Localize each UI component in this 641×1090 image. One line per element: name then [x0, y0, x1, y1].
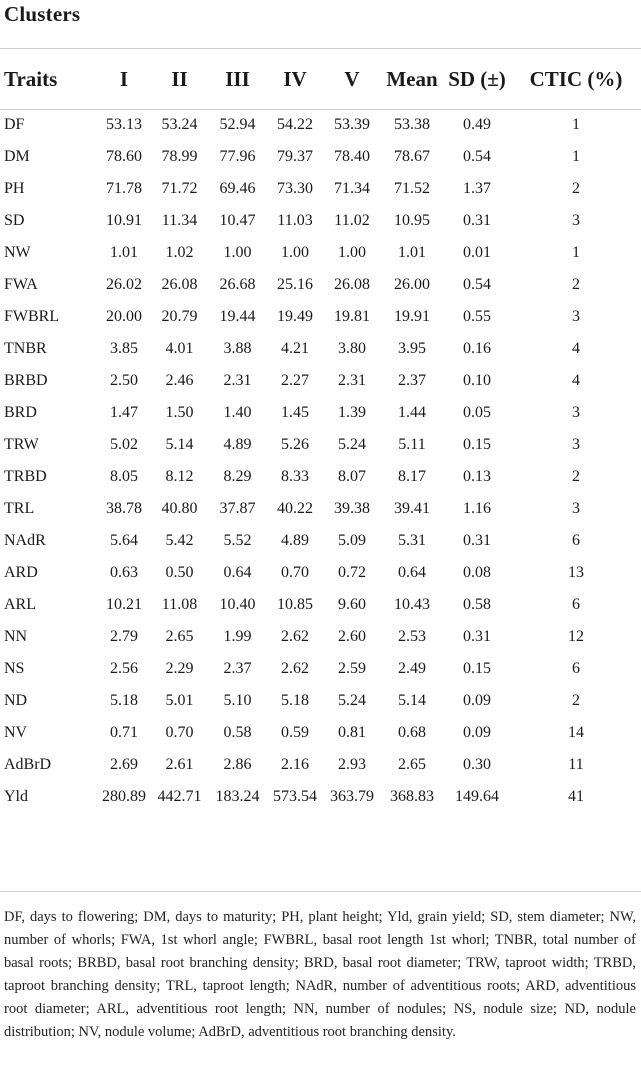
cell-cluster-iii: 10.47	[219, 212, 256, 229]
cell-cluster-ii: 442.71	[157, 788, 202, 805]
cell-trait: NW	[4, 244, 31, 261]
cell-cluster-v: 53.39	[334, 116, 370, 133]
cell-mean: 2.49	[398, 660, 426, 677]
cell-trait: ND	[4, 692, 28, 709]
cell-cluster-iv: 1.00	[281, 244, 309, 261]
cell-cluster-iii: 3.88	[223, 340, 252, 357]
cell-cluster-iii: 1.40	[223, 404, 252, 421]
cell-cluster-ii: 2.29	[165, 660, 194, 677]
cell-cluster-ii: 2.46	[165, 372, 194, 389]
cell-mean: 0.68	[398, 724, 426, 741]
table-row	[0, 333, 641, 365]
cell-cluster-iv: 25.16	[277, 276, 313, 293]
table-row	[0, 557, 641, 589]
cell-mean: 39.41	[394, 500, 430, 517]
cell-mean: 19.91	[394, 308, 430, 325]
cell-cluster-iii: 1.00	[223, 244, 252, 261]
cell-cluster-v: 1.00	[338, 244, 366, 261]
cell-sd: 0.31	[463, 532, 491, 549]
header-cluster-i: I	[119, 66, 129, 91]
cell-cluster-iv: 2.27	[281, 372, 309, 389]
cell-cluster-ii: 4.01	[165, 340, 194, 357]
cell-sd: 0.30	[463, 756, 491, 773]
cell-cluster-v: 19.81	[334, 308, 370, 325]
cell-cluster-v: 2.60	[338, 628, 366, 645]
cell-mean: 368.83	[390, 788, 434, 805]
cell-mean: 71.52	[394, 180, 430, 197]
cell-cluster-iv: 11.03	[277, 212, 313, 229]
cell-cluster-iv: 5.26	[281, 436, 309, 453]
cell-cluster-ii: 71.72	[161, 180, 198, 197]
cell-cluster-v: 8.07	[338, 468, 366, 485]
cell-cluster-ii: 11.08	[161, 596, 198, 613]
cell-trait: NAdR	[4, 532, 46, 549]
cell-cluster-v: 39.38	[334, 500, 370, 517]
cell-cluster-v: 2.31	[338, 372, 366, 389]
cell-ctic: 1	[572, 148, 580, 165]
cell-cluster-ii: 8.12	[165, 468, 194, 485]
cell-cluster-i: 5.02	[110, 436, 138, 453]
cell-ctic: 6	[572, 596, 580, 613]
header-divider	[0, 109, 641, 110]
cell-cluster-ii: 2.65	[165, 628, 194, 645]
header-cluster-iii: III	[225, 66, 250, 91]
cell-trait: AdBrD	[4, 756, 52, 773]
cell-ctic: 2	[572, 276, 580, 293]
cell-cluster-iii: 10.40	[219, 596, 256, 613]
cell-cluster-iii: 2.86	[223, 756, 252, 773]
cell-sd: 0.49	[463, 116, 491, 133]
cell-ctic: 14	[568, 724, 584, 741]
cell-cluster-iii: 8.29	[223, 468, 252, 485]
cell-sd: 0.16	[463, 340, 491, 357]
cell-cluster-ii: 78.99	[161, 148, 198, 165]
cell-cluster-i: 38.78	[106, 500, 142, 517]
cell-cluster-i: 8.05	[110, 468, 138, 485]
cell-mean: 2.65	[398, 756, 426, 773]
cell-cluster-i: 3.85	[110, 340, 138, 357]
cell-cluster-ii: 5.01	[165, 692, 194, 709]
cell-trait: Yld	[4, 788, 28, 805]
cell-sd: 0.15	[463, 436, 491, 453]
cell-cluster-iii: 5.52	[223, 532, 252, 549]
cell-sd: 0.09	[463, 692, 491, 709]
clusters-table	[0, 49, 641, 813]
cell-cluster-iv: 79.37	[277, 148, 313, 165]
cell-cluster-ii: 1.50	[165, 404, 194, 421]
table-row	[0, 301, 641, 333]
cell-trait: SD	[4, 212, 25, 229]
cell-cluster-iii: 4.89	[223, 436, 252, 453]
cell-cluster-v: 71.34	[334, 180, 370, 197]
cell-trait: NV	[4, 724, 28, 741]
cell-ctic: 2	[572, 468, 580, 485]
cell-cluster-i: 5.64	[110, 532, 138, 549]
table-row	[0, 717, 641, 749]
cell-sd: 0.01	[463, 244, 491, 261]
cell-cluster-ii: 0.70	[165, 724, 194, 741]
cell-ctic: 1	[572, 244, 580, 261]
cell-cluster-iii: 2.31	[223, 372, 252, 389]
cell-cluster-iv: 8.33	[281, 468, 309, 485]
cell-cluster-i: 53.13	[106, 116, 142, 133]
table-row	[0, 781, 641, 813]
cell-cluster-v: 363.79	[330, 788, 374, 805]
cell-ctic: 1	[572, 116, 580, 133]
table-row	[0, 685, 641, 717]
cell-cluster-ii: 2.61	[165, 756, 194, 773]
cell-cluster-iii: 0.58	[223, 724, 252, 741]
cell-trait: ARL	[4, 596, 36, 613]
cell-mean: 1.01	[398, 244, 426, 261]
cell-sd: 0.08	[463, 564, 491, 581]
cell-cluster-iv: 2.62	[281, 660, 309, 677]
cell-mean: 3.95	[398, 340, 426, 357]
header-cluster-ii: II	[171, 66, 188, 91]
cell-cluster-v: 78.40	[334, 148, 370, 165]
cell-sd: 0.15	[463, 660, 491, 677]
cell-cluster-i: 1.47	[110, 404, 138, 421]
cell-cluster-ii: 26.08	[161, 276, 198, 293]
cell-trait: NN	[4, 628, 28, 645]
cell-ctic: 4	[572, 372, 580, 389]
cell-cluster-ii: 1.02	[165, 244, 194, 261]
cell-ctic: 12	[568, 628, 584, 645]
cell-ctic: 6	[572, 660, 580, 677]
table-row	[0, 109, 641, 141]
cell-cluster-v: 2.93	[338, 756, 366, 773]
cell-mean: 1.44	[398, 404, 426, 421]
cell-cluster-iii: 0.64	[223, 564, 252, 581]
cell-trait: BRD	[4, 404, 37, 421]
cell-sd: 1.16	[463, 500, 491, 517]
cell-mean: 0.64	[398, 564, 426, 581]
cell-cluster-i: 0.63	[110, 564, 138, 581]
cell-cluster-i: 280.89	[102, 788, 146, 805]
cell-sd: 0.13	[463, 468, 491, 485]
cell-cluster-iii: 26.68	[219, 276, 256, 293]
table-row	[0, 141, 641, 173]
cell-cluster-iv: 4.89	[281, 532, 309, 549]
cell-ctic: 13	[568, 564, 584, 581]
cell-mean: 5.11	[398, 436, 426, 453]
cell-ctic: 3	[572, 436, 580, 453]
cell-trait: FWBRL	[4, 308, 60, 325]
cell-sd: 0.31	[463, 628, 491, 645]
header-traits: Traits	[4, 66, 58, 91]
table-row	[0, 621, 641, 653]
table-row	[0, 749, 641, 781]
cell-cluster-iii: 183.24	[215, 788, 260, 805]
cell-ctic: 3	[572, 212, 580, 229]
cell-cluster-iv: 1.45	[281, 404, 309, 421]
cell-sd: 0.58	[463, 596, 491, 613]
cell-sd: 0.09	[463, 724, 491, 741]
cell-cluster-i: 2.56	[110, 660, 138, 677]
header-mean: Mean	[386, 66, 438, 91]
cell-mean: 8.17	[398, 468, 426, 485]
table-row	[0, 237, 641, 269]
cell-sd: 0.54	[463, 148, 491, 165]
cell-trait: DF	[4, 116, 25, 133]
table-row	[0, 269, 641, 301]
cell-ctic: 2	[572, 180, 580, 197]
cell-cluster-i: 10.21	[106, 596, 142, 613]
cell-cluster-v: 9.60	[338, 596, 366, 613]
table-row	[0, 173, 641, 205]
cell-ctic: 2	[572, 692, 580, 709]
cell-cluster-i: 1.01	[110, 244, 138, 261]
cell-sd: 0.55	[463, 308, 491, 325]
cell-mean: 5.31	[398, 532, 426, 549]
cell-cluster-v: 0.81	[338, 724, 366, 741]
cell-cluster-iv: 5.18	[281, 692, 309, 709]
cell-cluster-iv: 2.62	[281, 628, 309, 645]
cell-cluster-ii: 40.80	[161, 500, 198, 517]
cell-cluster-v: 0.72	[338, 564, 366, 581]
cell-ctic: 41	[568, 788, 584, 805]
cell-cluster-i: 10.91	[106, 212, 142, 229]
cell-cluster-v: 2.59	[338, 660, 366, 677]
cell-cluster-v: 11.02	[334, 212, 370, 229]
cell-cluster-iii: 2.37	[223, 660, 252, 677]
cell-ctic: 11	[568, 756, 584, 773]
table-row	[0, 589, 641, 621]
table-row	[0, 525, 641, 557]
cell-cluster-v: 5.24	[338, 692, 366, 709]
header-sd: SD (±)	[448, 66, 506, 91]
cell-cluster-i: 71.78	[106, 180, 142, 197]
cell-trait: DM	[4, 148, 30, 165]
table-row	[0, 653, 641, 685]
cell-sd: 1.37	[463, 180, 491, 197]
header-row	[0, 49, 641, 109]
cell-cluster-ii: 53.24	[161, 116, 198, 133]
cell-mean: 2.53	[398, 628, 426, 645]
cell-cluster-iv: 40.22	[277, 500, 313, 517]
header-cluster-iv: IV	[283, 66, 307, 91]
cell-cluster-i: 26.02	[106, 276, 142, 293]
cell-cluster-iv: 2.16	[281, 756, 309, 773]
bottom-divider	[0, 891, 641, 892]
cell-cluster-i: 2.69	[110, 756, 138, 773]
cell-cluster-ii: 5.14	[165, 436, 194, 453]
cell-cluster-v: 3.80	[338, 340, 366, 357]
cell-sd: 149.64	[455, 788, 499, 805]
cell-cluster-ii: 5.42	[165, 532, 194, 549]
cell-sd: 0.31	[463, 212, 491, 229]
table-title: Clusters	[4, 2, 81, 26]
cell-cluster-iii: 19.44	[219, 308, 256, 325]
cell-cluster-i: 78.60	[106, 148, 142, 165]
cell-mean: 78.67	[394, 148, 430, 165]
cell-cluster-iii: 37.87	[219, 500, 256, 517]
cell-cluster-iii: 1.99	[223, 628, 252, 645]
cell-trait: BRBD	[4, 372, 48, 389]
cell-sd: 0.05	[463, 404, 491, 421]
cell-cluster-i: 20.00	[106, 308, 142, 325]
header-cluster-v: V	[344, 66, 360, 91]
table-row	[0, 429, 641, 461]
cell-cluster-iii: 5.10	[223, 692, 252, 709]
cell-cluster-iv: 0.70	[281, 564, 309, 581]
cell-trait: TRL	[4, 500, 35, 517]
table-body	[0, 109, 641, 813]
cell-mean: 10.95	[394, 212, 430, 229]
cell-ctic: 6	[572, 532, 580, 549]
cell-cluster-v: 1.39	[338, 404, 366, 421]
cell-ctic: 3	[572, 404, 580, 421]
cell-ctic: 4	[572, 340, 580, 357]
cell-cluster-iv: 19.49	[277, 308, 313, 325]
cell-mean: 26.00	[394, 276, 430, 293]
cell-mean: 53.38	[394, 116, 430, 133]
cell-ctic: 3	[572, 500, 580, 517]
cell-trait: ARD	[4, 564, 38, 581]
cell-cluster-ii: 0.50	[165, 564, 194, 581]
cell-cluster-ii: 20.79	[161, 308, 198, 325]
cell-cluster-i: 2.50	[110, 372, 138, 389]
cell-trait: TNBR	[4, 340, 47, 357]
cell-trait: FWA	[4, 276, 38, 293]
cell-ctic: 3	[572, 308, 580, 325]
cell-mean: 5.14	[398, 692, 426, 709]
cell-cluster-i: 2.79	[110, 628, 138, 645]
cell-cluster-v: 5.09	[338, 532, 366, 549]
table-row	[0, 461, 641, 493]
cell-cluster-iv: 54.22	[277, 116, 313, 133]
cell-cluster-iii: 52.94	[219, 116, 256, 133]
cell-cluster-ii: 11.34	[161, 212, 198, 229]
table-row	[0, 365, 641, 397]
cell-mean: 2.37	[398, 372, 426, 389]
cell-trait: TRBD	[4, 468, 47, 485]
cell-cluster-iii: 77.96	[219, 148, 256, 165]
cell-mean: 10.43	[394, 596, 430, 613]
cell-trait: PH	[4, 180, 25, 197]
cell-cluster-v: 5.24	[338, 436, 366, 453]
table-row	[0, 397, 641, 429]
cell-cluster-iv: 4.21	[281, 340, 309, 357]
cell-cluster-iv: 573.54	[273, 788, 317, 805]
cell-sd: 0.10	[463, 372, 491, 389]
cell-cluster-iii: 69.46	[219, 180, 256, 197]
header-ctic: CTIC (%)	[529, 66, 623, 91]
footnote: DF, days to flowering; DM, days to maturity; PH, plant height; Yld, grain yield; SD, stem diameter; NW, number of whorls; FWA, 1st whorl angle; FWBRL, basal root length 1st whorl; TNBR, total number of basal roots; BRBD, basal root branching density; BRD, basal root diameter; TRW, taproot width; TRBD, taproot branching density; TRL, taproot length; NAdR, number of adventitious roots; ARD, adventitious root diameter; ARL, adventitious root length; NN, number of nodules; NS, nodule size; ND, nodule distribution; NV, nodule volume; AdBrD, adventitious root branching density.	[4, 909, 636, 1040]
cell-cluster-i: 5.18	[110, 692, 138, 709]
cell-trait: NS	[4, 660, 25, 677]
cell-cluster-iv: 73.30	[277, 180, 313, 197]
table-row	[0, 205, 641, 237]
cell-cluster-i: 0.71	[110, 724, 138, 741]
cell-cluster-iv: 10.85	[277, 596, 313, 613]
cell-sd: 0.54	[463, 276, 491, 293]
cell-cluster-v: 26.08	[334, 276, 370, 293]
cell-trait: TRW	[4, 436, 39, 453]
table-row	[0, 493, 641, 525]
cell-cluster-iv: 0.59	[281, 724, 309, 741]
